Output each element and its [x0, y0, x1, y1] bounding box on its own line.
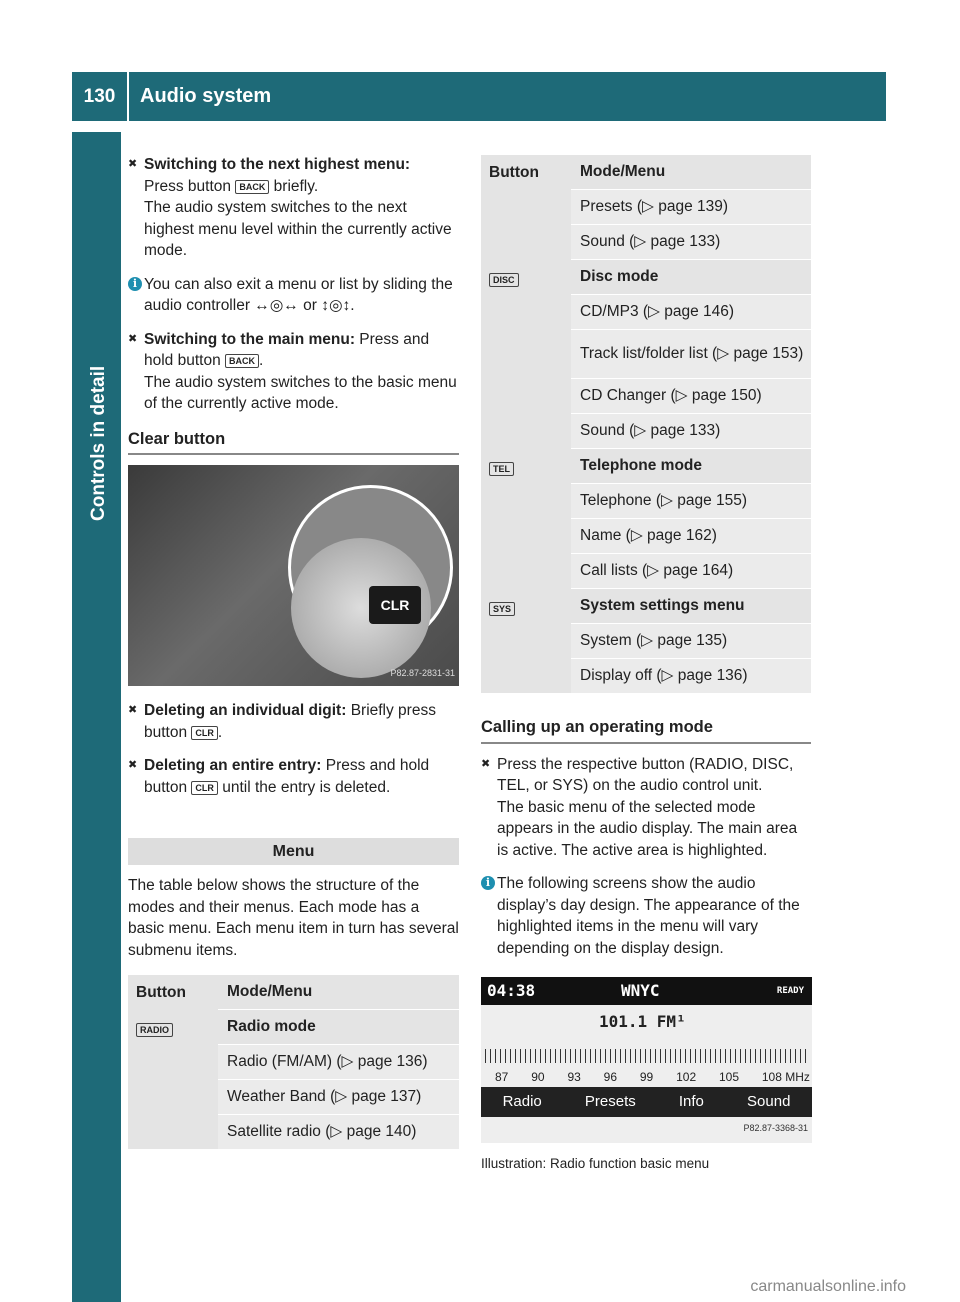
back-key-icon: BACK — [225, 354, 259, 368]
button-cell — [481, 260, 571, 295]
side-tab-label: Controls in detail — [88, 365, 109, 521]
mode-name-cell: Radio mode — [218, 1010, 459, 1045]
side-tab — [72, 132, 121, 1302]
display-menu-item: Presets — [584, 1093, 636, 1110]
column-header-mode-menu: Mode/Menu — [218, 975, 459, 1010]
menu-item-cell: Telephone (▷ page 155) — [571, 484, 811, 519]
table-row — [481, 449, 811, 484]
display-menu-item: Sound — [747, 1093, 791, 1110]
display-time: 04:38 — [487, 981, 536, 1000]
instruction-delete-entry: ✖ Deleting an entire entry: Press and hold button CLR until the entry is deleted. — [128, 757, 430, 796]
frequency-ticks — [495, 1067, 810, 1089]
table-row — [481, 624, 811, 659]
frequency-tick-label: 108 MHz — [761, 1070, 810, 1084]
table-row — [481, 330, 811, 379]
bullet-arrow-icon: ✖ — [128, 759, 138, 771]
screenshot-code: P82.87-3368-31 — [743, 1122, 808, 1133]
button-cell — [481, 330, 571, 379]
menu-item-cell: Radio (FM/AM) (▷ page 136) — [218, 1045, 459, 1080]
photo-code: P82.87-2831-31 — [390, 667, 455, 678]
menu-item-cell: Name (▷ page 162) — [571, 519, 811, 554]
bullet-arrow-icon: ✖ — [128, 158, 138, 170]
instruction-next-menu: ✖ Switching to the next highest menu: Press button BACK briefly. The audio system switches to the next highest menu level within the currently active mode. — [128, 156, 452, 259]
frequency-tick-label: 99 — [639, 1070, 654, 1084]
menu-item-cell: CD Changer (▷ page 150) — [571, 379, 811, 414]
section-title: Audio system — [140, 85, 272, 107]
table-row — [481, 190, 811, 225]
mode-key-icon: DISC — [489, 273, 519, 287]
frequency-tick-label: 93 — [567, 1070, 581, 1084]
left-column — [128, 154, 459, 1149]
bullet-arrow-icon: ✖ — [128, 704, 138, 716]
table-row — [481, 519, 811, 554]
menu-item-cell: Sound (▷ page 133) — [571, 225, 811, 260]
button-cell — [128, 1045, 218, 1080]
back-key-icon: BACK — [235, 180, 269, 194]
display-status-bar — [481, 977, 812, 1005]
right-column — [481, 155, 811, 1175]
mode-name-cell: Telephone mode — [571, 449, 811, 484]
button-cell — [481, 225, 571, 260]
display-status: READY — [776, 986, 804, 996]
instruction-calling-mode: ✖ Press the respective button (RADIO, DISC, TEL, or SYS) on the audio control unit. The basic menu of the selected mode appears in the audio display. The main area is active. The active area is highlighted. — [481, 755, 798, 859]
button-cell — [481, 624, 571, 659]
menu-item-cell: System (▷ page 135) — [571, 624, 811, 659]
clear-button-heading: Clear button — [128, 429, 459, 456]
display-menu-bar — [481, 1087, 812, 1117]
button-cell — [481, 519, 571, 554]
table-row — [481, 659, 811, 694]
instruction-main-menu: ✖ Switching to the main menu: Press and hold button BACK . The audio system switches to the basic menu of the currently active mode. — [128, 330, 457, 412]
menu-item-cell: Sound (▷ page 133) — [571, 414, 811, 449]
button-cell — [481, 484, 571, 519]
table-row — [128, 1010, 459, 1045]
menu-item-cell: Display off (▷ page 136) — [571, 659, 811, 694]
page-number: 130 — [83, 86, 116, 107]
button-cell — [481, 659, 571, 694]
frequency-scale — [485, 1049, 808, 1063]
button-cell — [128, 1115, 218, 1150]
info-note: i You can also exit a menu or list by sliding the audio controller ↔◎↔ or ↕◎↕. — [128, 274, 459, 317]
button-cell — [481, 295, 571, 330]
menu-item-cell: Track list/folder list (▷ page 153) — [571, 330, 811, 379]
info-icon: i — [128, 277, 142, 291]
table-row — [481, 260, 811, 295]
button-cell — [481, 190, 571, 225]
button-cell — [128, 1010, 218, 1045]
menu-item-cell: Weather Band (▷ page 137) — [218, 1080, 459, 1115]
mode-key-icon: RADIO — [136, 1023, 173, 1037]
frequency-tick-label: 105 — [718, 1070, 740, 1084]
display-menu-item: Info — [678, 1093, 704, 1110]
watermark: carmanualsonline.info — [750, 1278, 906, 1295]
calling-mode-heading: Calling up an operating mode — [481, 717, 811, 744]
button-cell — [481, 414, 571, 449]
instruction-delete-digit: ✖ Deleting an individual digit: Briefly press button CLR . — [128, 702, 436, 741]
table-header-row — [481, 155, 811, 190]
table-row — [128, 1115, 459, 1150]
table-row — [481, 414, 811, 449]
table-row — [128, 1045, 459, 1080]
menu-table-left — [128, 975, 459, 1149]
button-cell — [481, 379, 571, 414]
info-note: i The following screens show the audio display’s day design. The appearance of the highlighted items in the menu will vary depending on the display design. — [481, 873, 811, 959]
table-row — [481, 225, 811, 260]
table-row — [481, 295, 811, 330]
clr-button-photo — [128, 465, 459, 686]
menu-heading: Menu — [128, 838, 459, 865]
mode-key-icon: TEL — [489, 462, 514, 476]
bullet-arrow-icon: ✖ — [481, 757, 491, 770]
mode-name-cell: Disc mode — [571, 260, 811, 295]
instruction-title: Switching to the next highest menu: — [144, 156, 411, 173]
display-station: WNYC — [621, 981, 660, 1000]
column-header-mode-menu: Mode/Menu — [571, 155, 811, 190]
menu-table-right — [481, 155, 811, 693]
clr-key: CLR — [369, 586, 421, 624]
bullet-arrow-icon: ✖ — [128, 332, 138, 345]
button-cell — [128, 1080, 218, 1115]
frequency-tick-label: 87 — [495, 1070, 509, 1084]
column-header-button: Button — [481, 155, 571, 190]
mode-key-icon: SYS — [489, 602, 515, 616]
button-cell — [481, 589, 571, 624]
mode-name-cell: System settings menu — [571, 589, 811, 624]
menu-item-cell: CD/MP3 (▷ page 146) — [571, 295, 811, 330]
radio-display-screenshot — [481, 977, 812, 1143]
frequency-tick-label: 90 — [531, 1070, 545, 1084]
screenshot-caption: Illustration: Radio function basic menu — [481, 1156, 710, 1171]
frequency-tick-label: 96 — [603, 1070, 618, 1084]
menu-intro: The table below shows the structure of the modes and their menus. Each mode has a basic menu. Each menu item in turn has several submenu items. — [128, 877, 459, 959]
table-row — [128, 1080, 459, 1115]
table-header-row — [128, 975, 459, 1010]
menu-item-cell: Presets (▷ page 139) — [571, 190, 811, 225]
menu-item-cell: Satellite radio (▷ page 140) — [218, 1115, 459, 1150]
table-row — [481, 554, 811, 589]
display-menu-item: Radio — [502, 1093, 542, 1110]
table-row — [481, 589, 811, 624]
zoom-circle — [288, 485, 453, 650]
clr-key-icon: CLR — [191, 726, 218, 740]
header-divider — [127, 72, 129, 121]
button-cell — [481, 554, 571, 589]
column-header-button: Button — [128, 975, 218, 1010]
clr-key-icon: CLR — [191, 781, 218, 795]
table-row — [481, 484, 811, 519]
page-header — [72, 72, 886, 121]
button-cell — [481, 449, 571, 484]
display-frequency: 101.1 FM¹ — [599, 1012, 686, 1031]
table-row — [481, 379, 811, 414]
frequency-tick-label: 102 — [676, 1070, 697, 1084]
info-icon: i — [481, 876, 495, 890]
menu-item-cell: Call lists (▷ page 164) — [571, 554, 811, 589]
